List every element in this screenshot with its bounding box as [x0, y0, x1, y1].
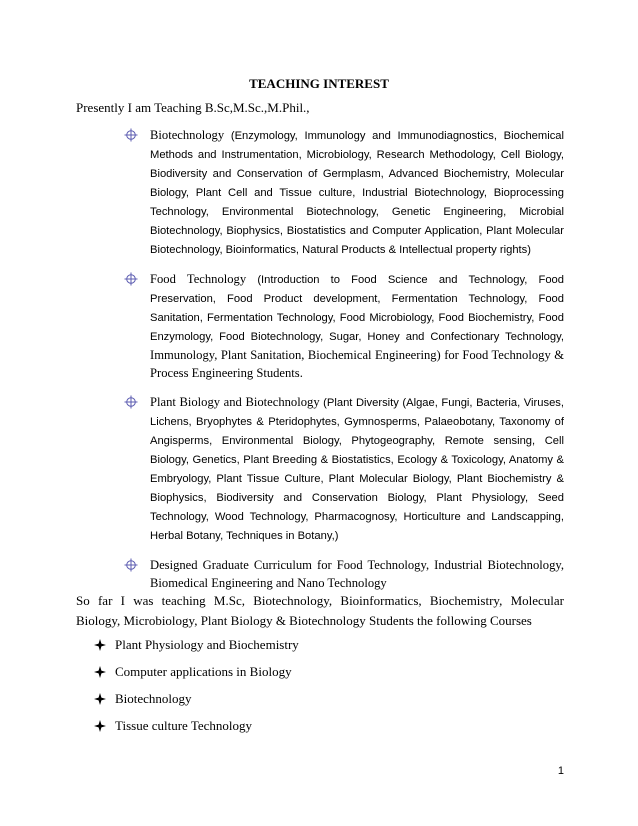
- course-item: [94, 685, 299, 712]
- teaching-item-plant-biology: [130, 393, 564, 545]
- diamond-bullet-icon: [94, 639, 106, 651]
- teaching-list: [130, 126, 564, 603]
- crosshair-bullet-icon: [124, 558, 138, 572]
- crosshair-bullet-icon: [124, 128, 138, 142]
- course-item: [94, 631, 299, 658]
- course-item: [94, 658, 299, 685]
- teaching-item-text: [150, 126, 564, 259]
- item-lead: Designed Graduate Curriculum for Food Technology, Industrial Biotechnology, Biomedical Engineering and Nano Technology: [150, 558, 564, 590]
- course-label: Biotechnology: [115, 690, 192, 706]
- item-body: (Plant Diversity (Algae, Fungi, Bacteria, Viruses, Lichens, Bryophytes & Pteridophytes, Gymnosperms, Palaeobotany, Taxonomy of Angisperms, Environmental Biology, Phytogeography, Remote sensing, Cell Biology, Genetics, Plant Breeding & Biostatistics, Ecology & Toxicology, Anatomy & Embryology, Plant Tissue Culture, Plant Molecular Biology, Plant Biochemistry & Biophysics, Biodiversity and Conservation Biology, Plant Physiology, Seed Technology, Wood Technology, Pharmacognosy, Horticulture and Landscapping, Herbal Botany, Techniques in Botany,): [150, 397, 564, 542]
- course-label: Tissue culture Technology: [115, 717, 253, 733]
- item-body: (Enzymology, Immunology and Immunodiagnostics, Biochemical Methods and Instrumentation, Microbiology, Research Methodology, Cell Biology, Biodiversity and Conservation of Germplasm, Advanced Biochemistry, Molecular Biology, Plant Cell and Tissue culture, Industrial Biotechnology, Bioprocessing Technology, Environmental Biotechnology, Genetic Engineering, Microbial Biotechnology, Biophysics, Biostatistics and Computer Application, Plant Molecular Biotechnology, Bioinformatics, Natural Products & Intellectual property rights): [150, 130, 564, 256]
- crosshair-bullet-icon: [124, 395, 138, 409]
- item-body: (Introduction to Food Science and Technology, Food Preservation, Food Product development, Fermentation Technology, Food Sanitation, Fermentation Technology, Food Microbiology, Food Biochemistry, Food Enzymology, Food Biotechnology, Sugar, Honey and Confectionary Technology,: [150, 274, 564, 343]
- page-title: TEACHING INTEREST: [249, 76, 389, 91]
- intro-text: Presently I am Teaching B.Sc,M.Sc.,M.Phil.,: [76, 100, 310, 115]
- page-number: 1: [557, 765, 564, 777]
- item-lead: Plant Biology and Biotechnology: [150, 395, 320, 409]
- teaching-item-text: [150, 393, 564, 545]
- teaching-item-food-technology: [130, 270, 564, 382]
- teaching-item-text: [150, 556, 564, 592]
- course-item: [94, 712, 299, 739]
- item-tail: Immunology, Plant Sanitation, Biochemical Engineering) for Food Technology & Process Engineering Students.: [150, 348, 564, 380]
- item-lead: Biotechnology: [150, 128, 225, 142]
- item-lead: Food Technology: [150, 272, 247, 286]
- diamond-bullet-icon: [94, 693, 106, 705]
- diamond-bullet-icon: [94, 666, 106, 678]
- course-label: Plant Physiology and Biochemistry: [115, 636, 299, 652]
- teaching-item-text: [150, 270, 564, 382]
- course-label: Computer applications in Biology: [115, 663, 292, 679]
- teaching-item-curriculum: [130, 556, 564, 592]
- teaching-item-biotechnology: [130, 126, 564, 259]
- course-list: [94, 631, 299, 739]
- courses-intro-paragraph: So far I was teaching M.Sc, Biotechnology, Bioinformatics, Biochemistry, Molecular Biology, Microbiology, Plant Biology & Biotechnology Students the following Courses: [76, 593, 564, 628]
- diamond-bullet-icon: [94, 720, 106, 732]
- crosshair-bullet-icon: [124, 272, 138, 286]
